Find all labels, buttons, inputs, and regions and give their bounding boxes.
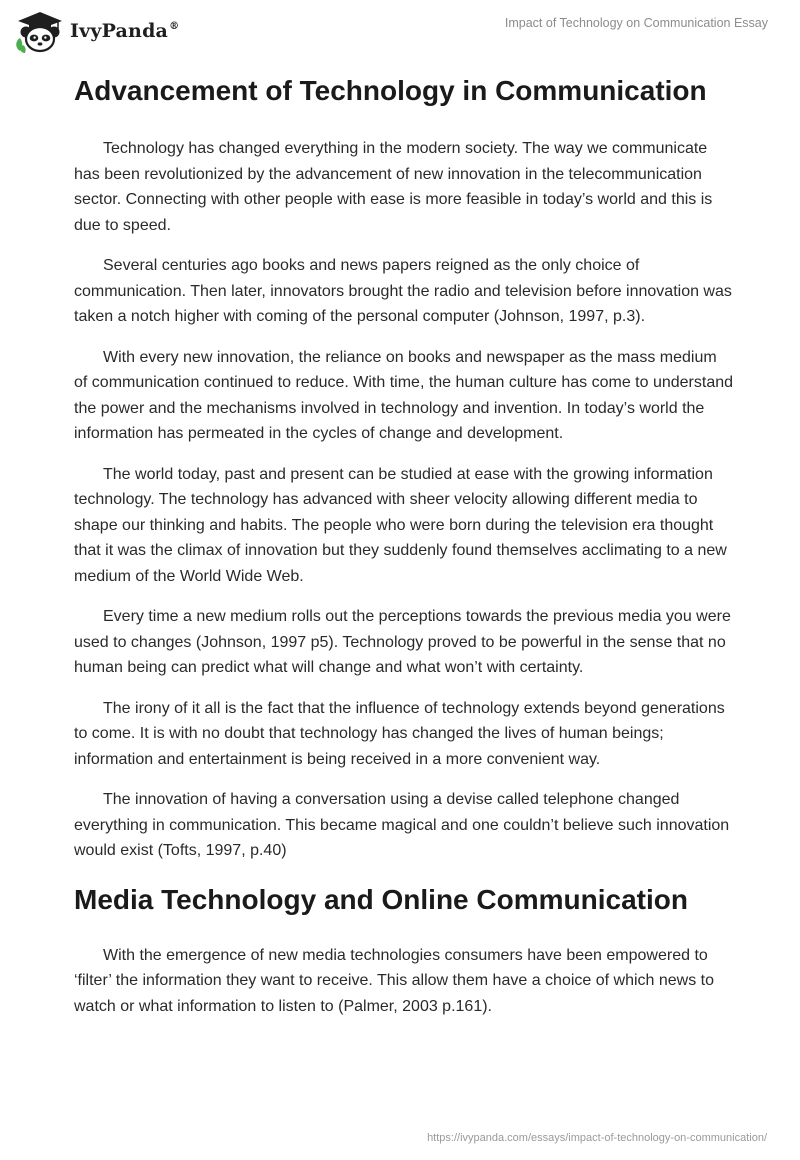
page-header — [0, 0, 800, 60]
essay-body — [74, 72, 734, 1034]
section-heading: Media Technology and Online Communication — [74, 883, 688, 915]
document-title: Impact of Technology on Communication Essay — [504, 16, 768, 30]
paragraph: With every new innovation, the reliance on books and newspaper as the mass medium of communication continued to reduce. With time, the human culture has come to understand the power and the mechanisms involved in technology and invention. In today’s world the information has permeated in the cycles of change and development. — [74, 348, 734, 442]
paragraph: Every time a new medium rolls out the perceptions towards the previous media you were used to changes (Johnson, 1997 p5). Technology proved to be powerful in the sense that no human being can predict what will change and what won’t with certainty. — [74, 608, 731, 676]
paragraph: The irony of it all is the fact that the influence of technology extends beyond generations to come. It is with no doubt that technology has changed the lives of human beings; information and entertainment is being received in a more convenient way. — [74, 699, 725, 768]
paragraph: The innovation of having a conversation using a devise called telephone changed everything in communication. This became magical and one couldn’t believe such innovation would exist (Tofts, 1997, p.40) — [74, 791, 730, 859]
paragraph: Technology has changed everything in the modern society. The way we communicate has been revolutionized by the advancement of new innovation in the telecommunication sector. Connecting with other people with ease is more feasible in today’s world and this is due to speed. — [74, 140, 713, 234]
section-heading: Advancement of Technology in Communication — [74, 75, 707, 106]
paragraph: The world today, past and present can be studied at ease with the growing information technology. The technology has advanced with sheer velocity allowing different media to shape our thinking and habits. The people who were born during the television era thought that it was the climax of innovation but they suddenly found themselves acclimating to a new medium of the World Wide Web. — [74, 465, 727, 585]
panda-graduation-cap-icon — [14, 8, 66, 54]
paragraph: With the emergence of new media technologies consumers have been empowered to ‘filter’ the information they want to receive. This allow them have a choice of which news to watch or what information to listen to (Palmer, 2003 p.161). — [74, 946, 715, 1015]
brand-name: IvyPanda® — [70, 20, 180, 42]
paragraph: Several centuries ago books and news papers reigned as the only choice of communication. Then later, innovators brought the radio and television before innovation was taken a notch higher with coming of the personal computer (Johnson, 1997, p.3). — [74, 257, 732, 325]
source-url[interactable]: https://ivypanda.com/essays/impact-of-technology-on-communication/ — [427, 1132, 767, 1144]
ivypanda-logo[interactable] — [14, 8, 179, 54]
